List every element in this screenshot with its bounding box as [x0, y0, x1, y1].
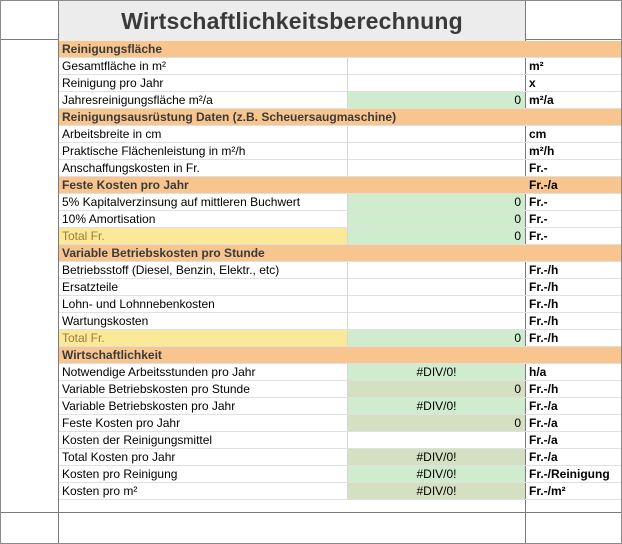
value-cell[interactable] [347, 432, 525, 448]
unit-cell[interactable]: Fr.-/a [529, 450, 558, 464]
row-label-cell[interactable]: Gesamtfläche in m² [62, 59, 167, 73]
unit-cell[interactable]: Fr.-/h [529, 382, 559, 396]
unit-cell[interactable]: Fr.-/Reinigung [529, 467, 610, 481]
unit-cell[interactable]: x [529, 76, 536, 90]
unit-cell[interactable]: Fr.-/a [529, 433, 558, 447]
section-header[interactable] [59, 177, 621, 194]
value-cell[interactable]: 0 [347, 330, 525, 346]
row-label-cell[interactable]: Variable Betriebskosten pro Stunde [62, 382, 250, 396]
unit-cell[interactable]: Fr.- [529, 212, 548, 226]
section-header[interactable] [59, 245, 621, 262]
row-label-cell[interactable]: Lohn- und Lohnnebenkosten [62, 297, 215, 311]
value-cell[interactable]: 0 [347, 211, 525, 227]
sheet-title: Wirtschaftlichkeitsberechnung [121, 7, 463, 34]
row-label-cell[interactable]: Kosten pro Reinigung [62, 467, 178, 481]
unit-cell[interactable]: Fr.- [529, 195, 548, 209]
unit-cell[interactable]: Fr.-/h [529, 280, 559, 294]
row-label-cell[interactable]: Ersatzteile [62, 280, 119, 294]
table-row [59, 126, 621, 143]
value-cell[interactable]: #DIV/0! [347, 398, 525, 414]
unit-cell[interactable]: Fr.-/a [529, 399, 558, 413]
bottom-row-divider [1, 512, 621, 513]
value-cell[interactable] [347, 296, 525, 312]
unit-cell[interactable]: m²/h [529, 144, 555, 158]
section-title: Reinigungsfläche [62, 42, 163, 56]
table-row [59, 92, 621, 109]
table-row [59, 296, 621, 313]
unit-cell[interactable]: Fr.-/h [529, 331, 559, 345]
row-label-cell[interactable]: Praktische Flächenleistung in m²/h [62, 144, 246, 158]
unit-cell[interactable]: h/a [529, 365, 547, 379]
value-cell[interactable]: 0 [347, 381, 525, 397]
unit-cell[interactable]: Fr.-/h [529, 263, 559, 277]
row-label-cell[interactable]: Reinigung pro Jahr [62, 76, 164, 90]
row-label-cell[interactable]: Total Fr. [59, 228, 350, 244]
value-cell[interactable] [347, 126, 525, 142]
table-row [59, 279, 621, 296]
row-label-cell[interactable]: Feste Kosten pro Jahr [62, 416, 181, 430]
table-row [59, 143, 621, 160]
value-cell[interactable]: #DIV/0! [347, 466, 525, 482]
table-row [59, 58, 621, 75]
section-unit: Fr.-/a [529, 178, 558, 192]
section-header[interactable] [59, 109, 621, 126]
total-row [59, 228, 621, 245]
table-row [59, 415, 621, 432]
value-cell[interactable] [347, 143, 525, 159]
unit-cell[interactable]: Fr.-/a [529, 416, 558, 430]
section-title: Reinigungsausrüstung Daten (z.B. Scheuersaugmaschine) [62, 110, 397, 124]
table-row [59, 432, 621, 449]
section-title: Variable Betriebskosten pro Stunde [62, 246, 265, 260]
unit-cell[interactable]: Fr.-/h [529, 297, 559, 311]
value-cell[interactable] [347, 313, 525, 329]
row-label-cell[interactable]: Total Kosten pro Jahr [62, 450, 176, 464]
unit-cell[interactable]: m²/a [529, 93, 554, 107]
unit-cell[interactable]: m² [529, 59, 544, 73]
table-row [59, 75, 621, 92]
value-cell[interactable] [347, 262, 525, 278]
table-row [59, 313, 621, 330]
table-row [59, 398, 621, 415]
row-label-cell[interactable]: Wartungskosten [62, 314, 149, 328]
unit-cell[interactable]: cm [529, 127, 547, 141]
unit-cell[interactable]: Fr.- [529, 229, 548, 243]
table-row [59, 211, 621, 228]
row-label-cell[interactable]: Arbeitsbreite in cm [62, 127, 162, 141]
value-cell[interactable]: #DIV/0! [347, 449, 525, 465]
total-row [59, 330, 621, 347]
value-cell[interactable] [347, 160, 525, 176]
value-cell[interactable] [347, 279, 525, 295]
row-label-cell[interactable]: 5% Kapitalverzinsung auf mittleren Buchwert [62, 195, 301, 209]
table-row [59, 194, 621, 211]
unit-cell[interactable]: Fr.-/m² [529, 484, 566, 498]
table-row [59, 262, 621, 279]
table-row [59, 466, 621, 483]
row-label-cell[interactable]: Anschaffungskosten in Fr. [62, 161, 200, 175]
row-label-cell[interactable]: Notwendige Arbeitsstunden pro Jahr [62, 365, 256, 379]
value-cell[interactable]: #DIV/0! [347, 483, 525, 499]
row-label-cell[interactable]: Kosten der Reinigungsmittel [62, 433, 213, 447]
row-label-cell[interactable]: Kosten pro m² [62, 484, 138, 498]
row-label-cell[interactable]: Jahresreinigungsfläche m²/a [62, 93, 213, 107]
section-title: Wirtschaftlichkeit [62, 348, 162, 362]
table-row [59, 483, 621, 500]
value-cell[interactable]: #DIV/0! [347, 364, 525, 380]
value-cell[interactable]: 0 [347, 228, 525, 244]
table-row [59, 449, 621, 466]
unit-cell[interactable]: Fr.- [529, 161, 548, 175]
calculation-rows [59, 41, 621, 500]
table-row [59, 381, 621, 398]
value-cell[interactable]: 0 [347, 415, 525, 431]
table-row [59, 160, 621, 177]
value-cell[interactable]: 0 [347, 194, 525, 210]
value-cell[interactable] [347, 58, 525, 74]
table-row [59, 364, 621, 381]
value-cell[interactable] [347, 75, 525, 91]
row-label-cell[interactable]: 10% Amortisation [62, 212, 156, 226]
section-header[interactable] [59, 41, 621, 58]
section-title: Feste Kosten pro Jahr [62, 178, 189, 192]
value-cell[interactable]: 0 [347, 92, 525, 108]
section-header[interactable] [59, 347, 621, 364]
row-label-cell[interactable]: Total Fr. [59, 330, 350, 346]
row-label-cell[interactable]: Variable Betriebskosten pro Jahr [62, 399, 236, 413]
title-cell[interactable] [59, 1, 525, 41]
row-label-cell[interactable]: Betriebsstoff (Diesel, Benzin, Elektr., etc) [62, 263, 280, 277]
unit-cell[interactable]: Fr.-/h [529, 314, 559, 328]
